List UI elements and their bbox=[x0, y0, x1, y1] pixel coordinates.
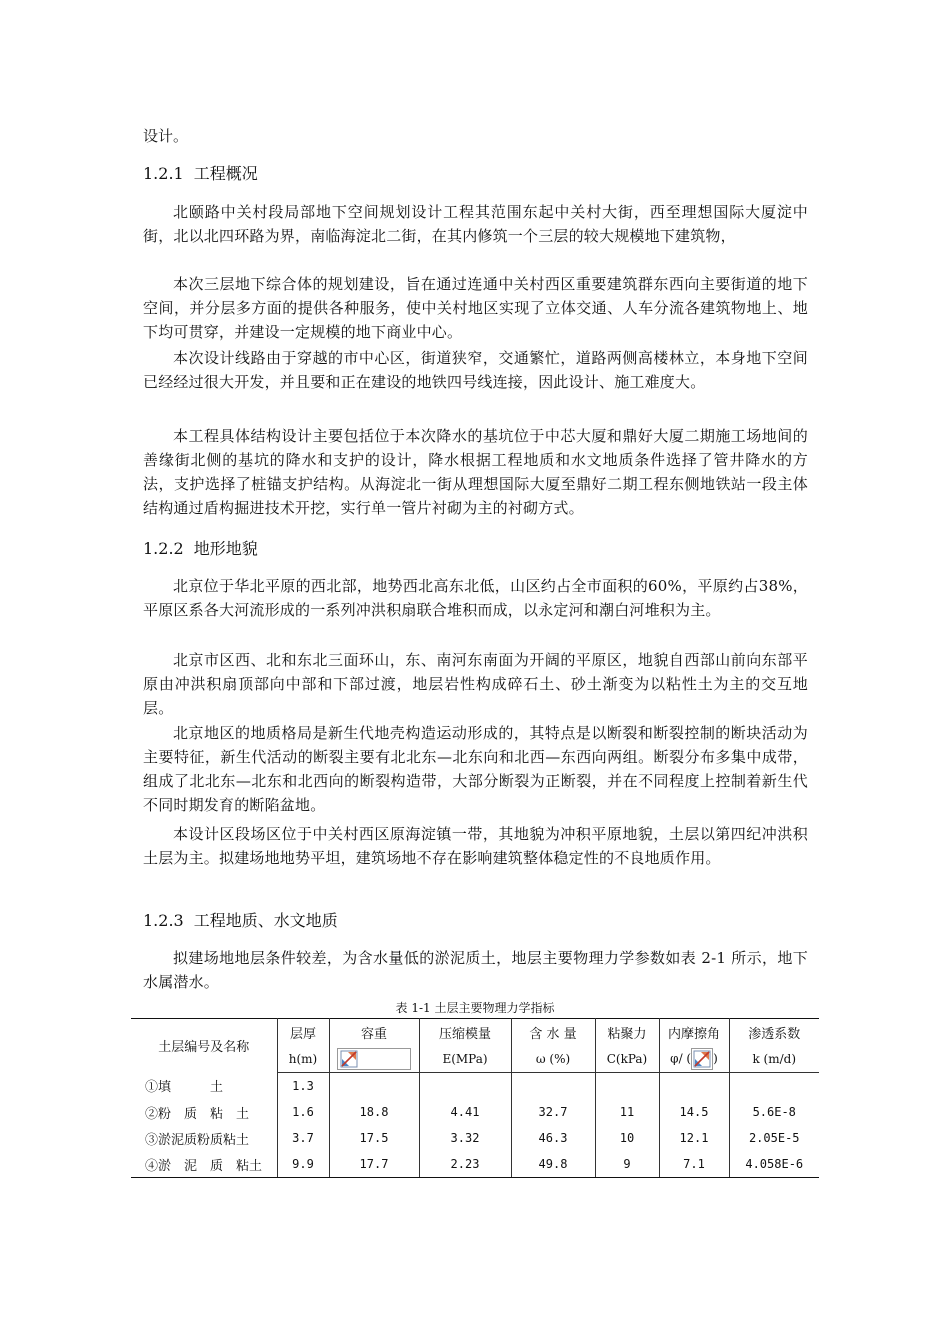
cell-cohesion: 10 bbox=[595, 1125, 659, 1151]
cell-permeability: 4.058E-6 bbox=[729, 1151, 819, 1178]
equation-placeholder bbox=[337, 1048, 411, 1070]
cell-water bbox=[511, 1073, 595, 1100]
soil-properties-table bbox=[131, 1018, 819, 1178]
broken-image-icon bbox=[340, 1050, 358, 1068]
cell-thickness: 1.3 bbox=[277, 1073, 329, 1100]
paragraph: 北京位于华北平原的西北部，地势西北高东北低，山区约占全市面积的60%，平原约占38%，平原区系各大河流形成的一系列冲洪积扇联合堆积而成，以永定河和潮白河堆积为主。 bbox=[143, 577, 808, 619]
unit-permeability: k (m/d) bbox=[729, 1046, 819, 1073]
unit-cohesion: C(kPa) bbox=[595, 1046, 659, 1073]
cell-thickness: 3.7 bbox=[277, 1125, 329, 1151]
cell-name: ③淤泥质粉质粘土 bbox=[131, 1125, 277, 1151]
section-heading-1-2-3 bbox=[143, 909, 338, 933]
col-header-name: 土层编号及名称 bbox=[131, 1019, 277, 1073]
paragraph: 本次三层地下综合体的规划建设，旨在通过连通中关村西区重要建筑群东西向主要街道的地下空间，并分层多方面的提供各种服务，使中关村地区实现了立体交通、人车分流各建筑物地上、地下均可贯穿，并建设一定规模的地下商业中心。 bbox=[143, 275, 808, 341]
cell-name: ②粉 质 粘 土 bbox=[131, 1099, 277, 1125]
unit-water: ω (%) bbox=[511, 1046, 595, 1073]
paragraph: 拟建场地地层条件较差，为含水量低的淤泥质土，地层主要物理力学参数如表 2-1 所示，地下水属潜水。 bbox=[143, 949, 808, 991]
section-title: 工程概况 bbox=[193, 164, 258, 183]
cell-name: ①填 土 bbox=[131, 1073, 277, 1100]
broken-image-icon bbox=[693, 1050, 711, 1068]
table-row bbox=[131, 1099, 819, 1125]
cell-unit-weight: 18.8 bbox=[329, 1099, 419, 1125]
section-heading-1-2-2 bbox=[143, 537, 258, 561]
cell-friction: 14.5 bbox=[659, 1099, 729, 1125]
cell-thickness: 9.9 bbox=[277, 1151, 329, 1178]
unit-thickness: h(m) bbox=[277, 1046, 329, 1073]
cell-unit-weight: 17.5 bbox=[329, 1125, 419, 1151]
table-row bbox=[131, 1151, 819, 1178]
section-heading-1-2-1 bbox=[143, 162, 258, 186]
table-row bbox=[131, 1073, 819, 1100]
cell-thickness: 1.6 bbox=[277, 1099, 329, 1125]
table-header-row bbox=[131, 1019, 819, 1047]
cell-unit-weight: 17.7 bbox=[329, 1151, 419, 1178]
paragraph: 本工程具体结构设计主要包括位于本次降水的基坑位于中芯大厦和鼎好大厦二期施工场地间的善缘街北侧的基坑的降水和支护的设计，降水根据工程地质和水文地质条件选择了管井降水的方法，支护选择了桩锚支护结构。从海淀北一街从理想国际大厦至鼎好二期工程东侧地铁站一段主体结构通过盾构掘进技术开挖，实行单一管片衬砌为主的衬砌方式。 bbox=[143, 427, 808, 517]
table-row bbox=[131, 1125, 819, 1151]
cell-modulus bbox=[419, 1073, 511, 1100]
cell-modulus: 2.23 bbox=[419, 1151, 511, 1178]
cell-friction bbox=[659, 1073, 729, 1100]
col-header-thickness: 层厚 bbox=[277, 1019, 329, 1047]
paragraph: 北京市区西、北和东北三面环山，东、南河东南面为开阔的平原区，地貌自西部山前向东部平原由冲洪积扇顶部向中部和下部过渡，地层岩性构成碎石土、砂土渐变为以粘性土为主的交互地层。 bbox=[143, 651, 808, 717]
section-number: 1.2.1 bbox=[143, 164, 184, 183]
section-title: 工程地质、水文地质 bbox=[193, 911, 338, 930]
cell-water: 49.8 bbox=[511, 1151, 595, 1178]
unit-friction bbox=[659, 1046, 729, 1073]
cell-cohesion: 11 bbox=[595, 1099, 659, 1125]
equation-placeholder bbox=[691, 1048, 713, 1070]
unit-modulus: E(MPa) bbox=[419, 1046, 511, 1073]
cell-water: 46.3 bbox=[511, 1125, 595, 1151]
section-title: 地形地貌 bbox=[193, 539, 258, 558]
cell-modulus: 4.41 bbox=[419, 1099, 511, 1125]
unit-unit-weight bbox=[329, 1046, 419, 1073]
col-header-permeability: 渗透系数 bbox=[729, 1019, 819, 1047]
unit-friction-label: φ/ ( bbox=[670, 1051, 692, 1066]
paragraph: 本设计区段场区位于中关村西区原海淀镇一带，其地貌为冲积平原地貌，土层以第四纪冲洪积土层为主。拟建场地地势平坦，建筑场地不存在影响建筑整体稳定性的不良地质作用。 bbox=[143, 825, 808, 867]
section-number: 1.2.2 bbox=[143, 539, 184, 558]
cell-permeability: 5.6E-8 bbox=[729, 1099, 819, 1125]
cell-cohesion: 9 bbox=[595, 1151, 659, 1178]
col-header-friction: 内摩擦角 bbox=[659, 1019, 729, 1047]
cell-water: 32.7 bbox=[511, 1099, 595, 1125]
cell-permeability: 2.05E-5 bbox=[729, 1125, 819, 1151]
cell-cohesion bbox=[595, 1073, 659, 1100]
section-number: 1.2.3 bbox=[143, 911, 184, 930]
cell-friction: 7.1 bbox=[659, 1151, 729, 1178]
cell-unit-weight bbox=[329, 1073, 419, 1100]
unit-friction-close: ) bbox=[713, 1051, 718, 1066]
cell-friction: 12.1 bbox=[659, 1125, 729, 1151]
col-header-cohesion: 粘聚力 bbox=[595, 1019, 659, 1047]
paragraph: 北颐路中关村段局部地下空间规划设计工程其范围东起中关村大街，西至理想国际大厦淀中街，北以北四环路为界，南临海淀北二街，在其内修筑一个三层的较大规模地下建筑物， bbox=[143, 203, 808, 245]
col-header-modulus: 压缩模量 bbox=[419, 1019, 511, 1047]
lead-text: 设计。 bbox=[143, 127, 189, 145]
cell-permeability bbox=[729, 1073, 819, 1100]
table-caption: 表 1-1 土层主要物理力学指标 bbox=[395, 1001, 555, 1015]
cell-name: ④淤 泥 质 粘土 bbox=[131, 1151, 277, 1178]
col-header-water: 含 水 量 bbox=[511, 1019, 595, 1047]
paragraph: 北京地区的地质格局是新生代地壳构造运动形成的，其特点是以断裂和断裂控制的断块活动为主要特征，新生代活动的断裂主要有北北东—北东向和北西—东西向两组。断裂分布多集中成带，组成了北北东—北东和北西向的断裂构造带，大部分断裂为正断裂，并在不同程度上控制着新生代不同时期发育的断陷盆地。 bbox=[143, 724, 808, 814]
paragraph: 本次设计线路由于穿越的市中心区，街道狭窄，交通繁忙，道路两侧高楼林立，本身地下空间已经经过很大开发，并且要和正在建设的地铁四号线连接，因此设计、施工难度大。 bbox=[143, 349, 808, 391]
col-header-unit-weight: 容重 bbox=[329, 1019, 419, 1047]
cell-modulus: 3.32 bbox=[419, 1125, 511, 1151]
